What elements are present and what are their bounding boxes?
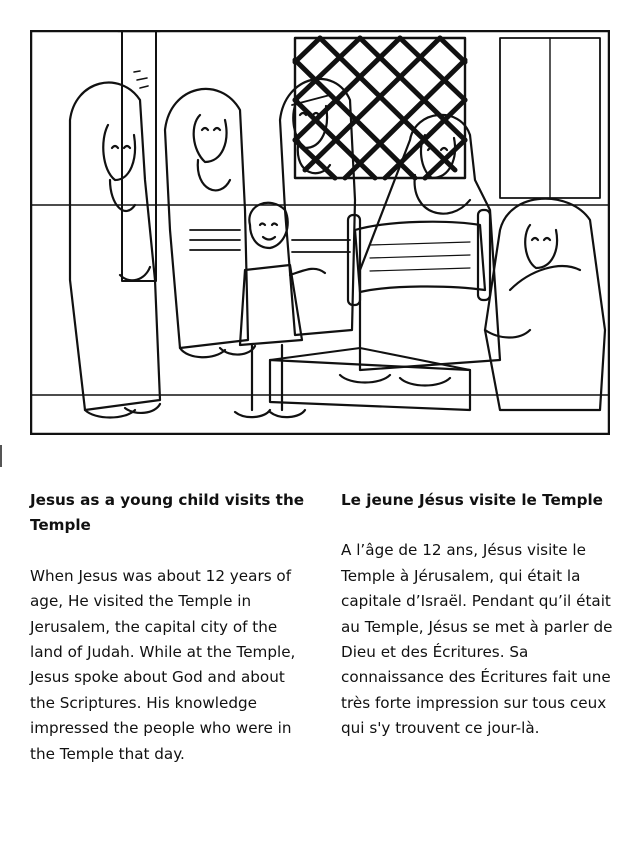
french-body: A l’âge de 12 ans, Jésus visite le Temple à Jérusalem, qui était la capitale d’Israël. Pendant qu’il était au Temple, Jésus se met à parler de Dieu et des Écritures. Sa connaissance des Écritures fait une très forte impression sur tous ceux qui s'y trouvent ce jour-là. [341,541,613,738]
english-heading: Jesus as a young child visits the Temple [30,491,305,535]
english-column [30,488,312,767]
french-heading: Le jeune Jésus visite le Temple [341,491,603,509]
temple-illustration [30,30,610,435]
page-edge-mark [0,445,2,467]
french-column [341,488,623,742]
english-body: When Jesus was about 12 years of age, He visited the Temple in Jerusalem, the capital city of the land of Judah. While at the Temple, Jesus spoke about God and about the Scriptures. His knowledge impressed the people who were in the Temple that day. [30,566,296,763]
